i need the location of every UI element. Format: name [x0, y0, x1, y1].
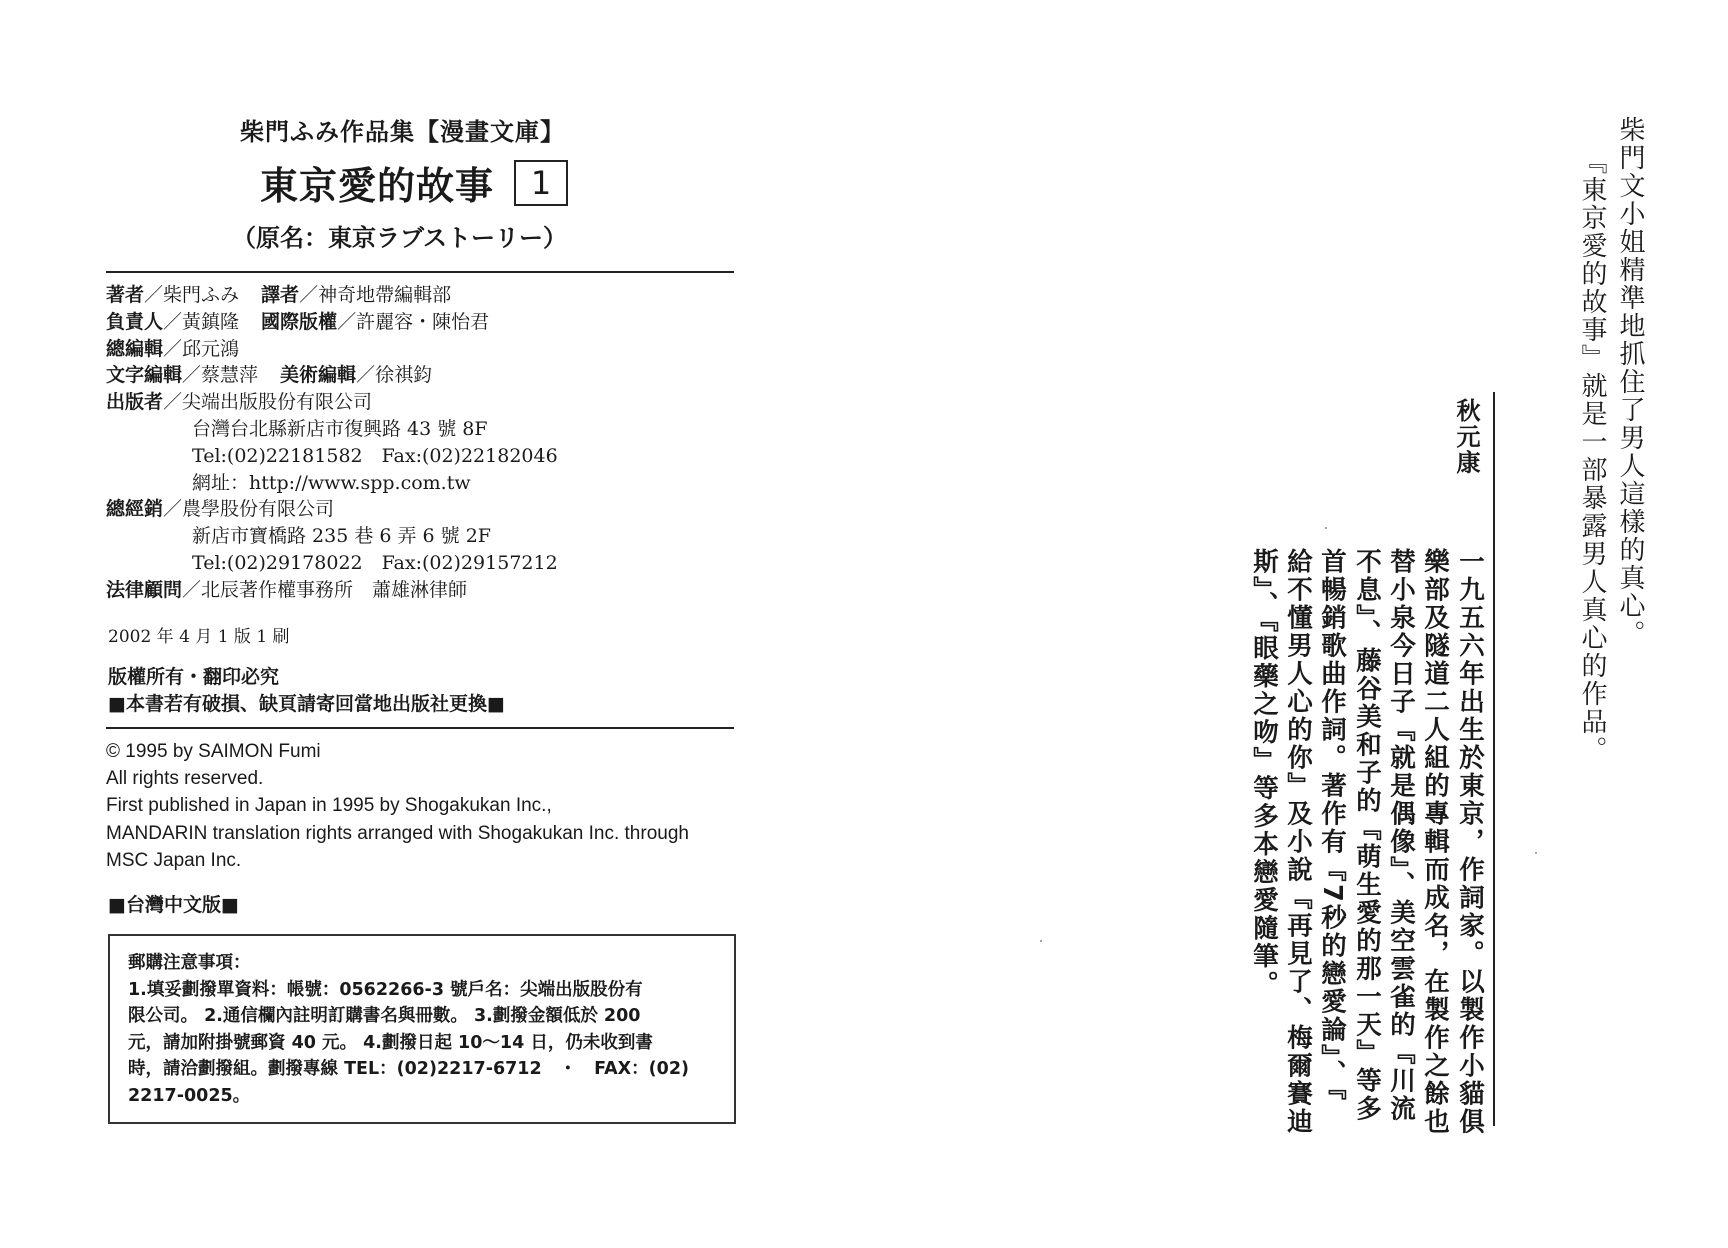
series-title: 柴門ふみ作品集【漫畫文庫】: [240, 118, 565, 146]
bio-column-1: 一九五六年出生於東京，作詞家。以製作小貓俱: [1455, 548, 1485, 1136]
credit-publisher-line: 出版者／尖端出版股份有限公司: [106, 391, 373, 414]
credits-block: [106, 282, 558, 604]
credit-chief-editor-line: 總編輯／邱元鴻: [106, 337, 240, 360]
scan-speck: [1325, 527, 1327, 529]
edition-label: ■台灣中文版■: [108, 894, 239, 916]
order-line-5: 2217-0025。: [128, 1085, 251, 1106]
copyright-line-3: First published in Japan in 1995 by Shogakukan Inc.,: [106, 795, 552, 817]
print-date: 2002 年 4 月 1 版 1 刷: [108, 627, 290, 647]
bio-column-5: 首暢銷歌曲作詞。著作有『7秒的戀愛論』、『: [1317, 548, 1347, 1103]
copyright-block: [106, 738, 689, 874]
order-line-4: 時，請洽劃撥組。劃撥專線 TEL：(02)2217-6712 ・ FAX：(02): [128, 1059, 689, 1079]
credit-legal-line: 法律顧問／北辰著作權事務所 蕭雄淋律師: [106, 578, 468, 601]
top-divider: [106, 271, 734, 273]
credit-distributor-line: 總經銷／農學股份有限公司: [106, 498, 335, 521]
copyright-line-4: MANDARIN translation rights arranged with Shogakukan Inc. through: [106, 822, 689, 844]
rights-line-1: 版權所有・翻印必究: [108, 666, 280, 688]
middle-divider: [106, 727, 734, 729]
bio-column-2: 樂部及隧道二人組的專輯而成名，在製作之餘也: [1420, 548, 1450, 1136]
distributor-address: 新店市寶橋路 235 巷 6 弄 6 號 2F: [192, 525, 491, 548]
publisher-phone: Tel:(02)22181582 Fax:(02)22182046: [192, 444, 558, 467]
scan-speck: [1040, 940, 1042, 942]
copyright-line-5: MSC Japan Inc.: [106, 849, 242, 871]
book-title: 東京愛的故事: [260, 164, 495, 208]
scan-speck: [1535, 852, 1537, 854]
order-line-1: 1.填妥劃撥單資料：帳號：0562266-3 號戶名：尖端出版股份有: [128, 979, 643, 1000]
bio-column-7: 斯』、『眼藥之吻』等多本戀愛隨筆。: [1249, 548, 1279, 999]
copyright-line-2: All rights reserved.: [106, 768, 264, 790]
title-row: [260, 155, 568, 210]
copyright-line-1: © 1995 by SAIMON Fumi: [106, 741, 321, 762]
original-title: （原名：東京ラブストーリー）: [232, 224, 568, 252]
bio-column-4: 不息』、藤谷美和子的『萌生愛的那一天』等多: [1352, 548, 1382, 1124]
quote-line-1: 柴門文小姐精準地抓住了男人這樣的真心。: [1615, 116, 1645, 648]
bio-column-6: 給不懂男人心的你』及小說『再見了、梅爾賽迪: [1283, 548, 1313, 1136]
distributor-phone: Tel:(02)29178022 Fax:(02)29157212: [192, 551, 558, 574]
rights-line-2: ■本書若有破損、缺頁請寄回當地出版社更換■: [108, 693, 505, 715]
mail-order-box: [108, 934, 736, 1124]
volume-number: 1: [514, 160, 568, 206]
quote-line-2: 『東京愛的故事』就是一部暴露男人真心的作品。: [1577, 148, 1607, 764]
commentator-name: 秋元康: [1452, 398, 1480, 476]
publisher-web: 網址：http://www.spp.com.tw: [192, 471, 471, 494]
rights-notice: [108, 664, 505, 718]
order-title: 郵購注意事項：: [128, 953, 251, 973]
order-line-2: 限公司。 2.通信欄內註明訂購書名與冊數。 3.劃撥金額低於 200: [128, 1006, 641, 1026]
credit-responsible-line: 負責人／黃鎮隆 國際版權／許麗容・陳怡君: [106, 310, 490, 333]
credit-editors-line: 文字編輯／蔡慧萍 美術編輯／徐祺鈞: [106, 364, 433, 387]
publisher-address: 台灣台北縣新店市復興路 43 號 8F: [192, 417, 488, 440]
credit-author-line: 著者／柴門ふみ 譯者／神奇地帶編輯部: [106, 284, 452, 306]
vertical-divider: [1493, 392, 1495, 1126]
order-line-3: 元，請加附掛號郵資 40 元。 4.劃撥日起 10～14 日，仍未收到書: [128, 1032, 653, 1053]
bio-column-3: 替小泉今日子『就是偶像』、美空雲雀的『川流: [1386, 548, 1416, 1124]
